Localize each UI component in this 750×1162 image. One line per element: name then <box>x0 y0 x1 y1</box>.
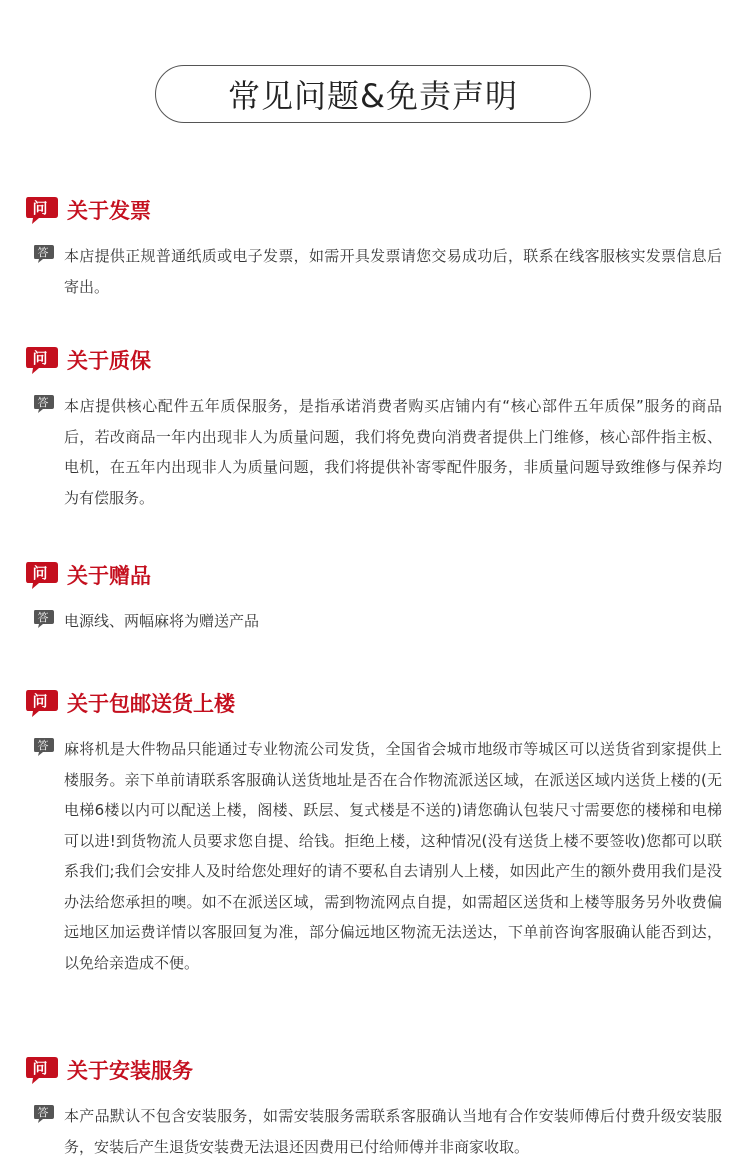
answer-badge-icon: 答 <box>33 1104 55 1124</box>
faq-question-title: 关于发票 <box>67 199 151 223</box>
faq-answer-text: 本店提供核心配件五年质保服务，是指承诺消费者购买店铺内有“核心部件五年质保”服务的商品后，若改商品一年内出现非人为质量问题，我们将免费向消费者提供上门维修，核心部件指主板、电机，在五年内出现非人为质量问题，我们将提供补寄零配件服务，非质量问题导致维修与保养均为有偿服务。 <box>64 397 722 507</box>
page-title: 常见问题&免责声明 <box>228 77 518 115</box>
faq-question-title: 关于质保 <box>67 349 151 373</box>
faq-question-title: 关于赠品 <box>67 564 151 588</box>
faq-answer-text: 电源线、两幅麻将为赠送产品 <box>64 612 260 630</box>
question-badge-icon: 问 <box>25 345 59 375</box>
faq-section-gifts <box>0 558 750 637</box>
faq-section-warranty <box>0 343 750 513</box>
page-title-pill <box>155 65 591 123</box>
faq-answer-text: 本产品默认不包含安装服务，如需安装服务需联系客服确认当地有合作安装师傅后付费升级安装服务，安装后产生退货安装费无法退还因费用已付给师傅并非商家收取。 <box>64 1107 722 1156</box>
question-badge-icon: 问 <box>25 688 59 718</box>
faq-section-installation <box>0 1053 750 1162</box>
faq-question-title: 关于安装服务 <box>67 1059 193 1083</box>
answer-badge-icon: 答 <box>33 737 55 757</box>
faq-answer-text: 本店提供正规普通纸质或电子发票，如需开具发票请您交易成功后，联系在线客服核实发票信息后寄出。 <box>64 247 722 296</box>
faq-question-title: 关于包邮送货上楼 <box>67 692 235 716</box>
question-badge-icon: 问 <box>25 195 59 225</box>
faq-section-invoice <box>0 193 750 302</box>
question-badge-icon: 问 <box>25 560 59 590</box>
answer-badge-icon: 答 <box>33 394 55 414</box>
faq-answer-text: 麻将机是大件物品只能通过专业物流公司发货，全国省会城市地级市等城区可以送货省到家提供上楼服务。亲下单前请联系客服确认送货地址是否在合作物流派送区域，在派送区域内送货上楼的(无电梯6楼以内可以配送上楼，阁楼、跃层、复式楼是不送的)请您确认包装尺寸需要您的楼梯和电梯可以进!到货物流人员要求您自提、给钱。拒绝上楼，这种情况(没有送货上楼不要签收)您都可以联系我们;我们会安排人及时给您处理好的请不要私自去请别人上楼，如因此产生的额外费用我们是没办法给您承担的噢。如不在派送区域，需到物流网点自提，如需超区送货和上楼等服务另外收费偏远地区加运费详情以客服回复为准，部分偏远地区物流无法送达，下单前咨询客服确认能否到达，以免给亲造成不便。 <box>64 740 722 972</box>
answer-badge-icon: 答 <box>33 609 55 629</box>
question-badge-icon: 问 <box>25 1055 59 1085</box>
faq-section-delivery <box>0 686 750 978</box>
answer-badge-icon: 答 <box>33 244 55 264</box>
